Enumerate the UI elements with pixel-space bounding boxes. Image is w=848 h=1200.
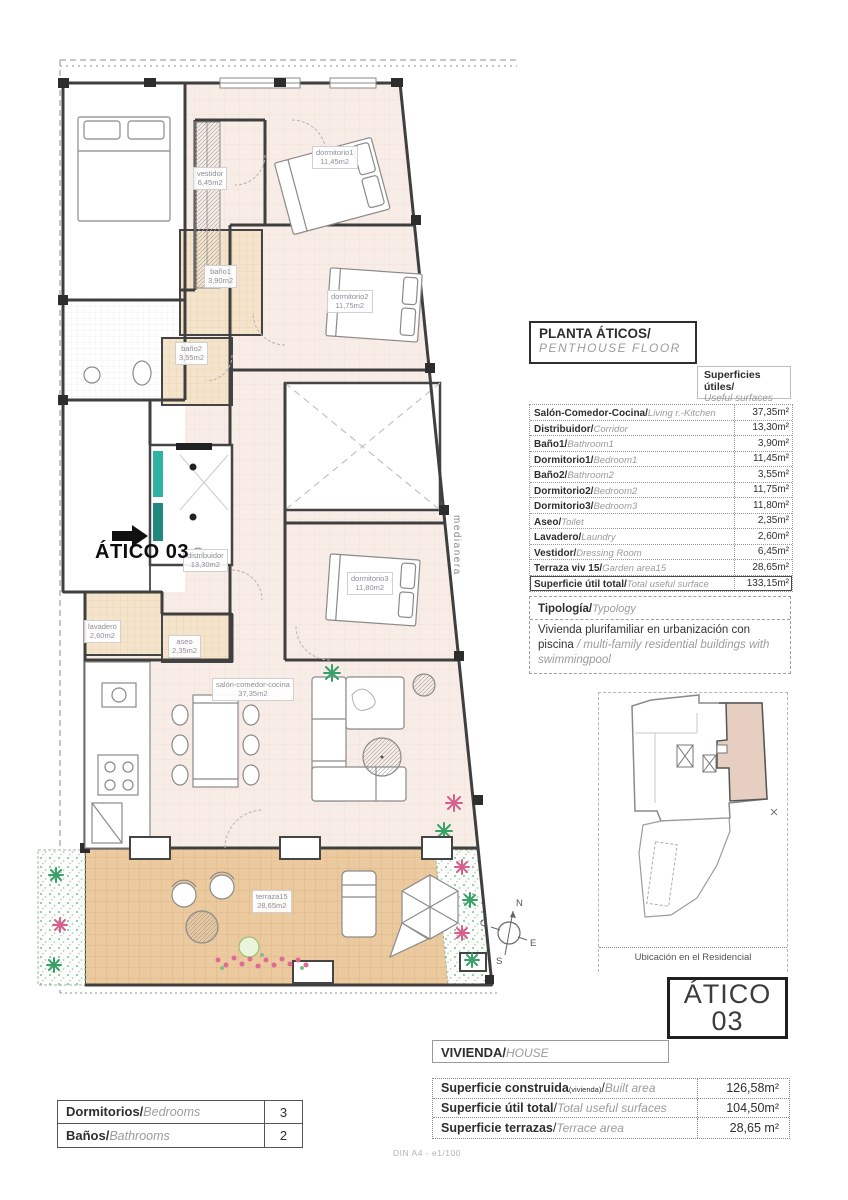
room-label-dormitorio2: dormitorio2 11,75m2: [327, 290, 373, 313]
compass-o: O: [480, 918, 488, 929]
table-row: Baño1/Bathroom1 3,90m²: [530, 436, 792, 452]
floor-plan: [30, 55, 530, 1000]
table-row: Baños/Bathrooms 2: [58, 1124, 302, 1147]
location-map-drawing: [599, 693, 787, 949]
room-label-aseo: aseo 2,35m2: [168, 635, 201, 658]
table-row: Salón-Comedor-Cocina/Living r.-Kitchen 37,35m²: [530, 405, 792, 421]
table-row: Superficie construida(vivienda)/Built area 126,58m²: [433, 1079, 789, 1099]
unit-badge-line1: ÁTICO: [683, 979, 772, 1009]
title-en: PENTHOUSE FLOOR: [539, 341, 681, 355]
scale-note: DIN A4 - e1/100: [393, 1148, 461, 1158]
surfaces-table: [529, 404, 793, 592]
table-row-total: Superficie útil total/Total useful surface 133,15m²: [530, 576, 792, 592]
vivienda-bar: VIVIENDA/HOUSE: [432, 1040, 669, 1063]
room-label-lavadero: lavadero 2,60m2: [84, 620, 121, 643]
compass-e: E: [530, 938, 537, 949]
map-caption: Ubicación en el Residencial: [599, 947, 787, 972]
table-row: Distribuidor/Corridor 13,30m²: [530, 421, 792, 437]
residential-location-map: [598, 692, 788, 972]
table-row: Dormitorio1/Bedroom1 11,45m²: [530, 452, 792, 468]
typology-body: Vivienda plurifamiliar en urbanización con piscina / multi-family residential buildings with swimmingpool: [538, 624, 770, 666]
room-label-terraza: terraza15 28,65m2: [252, 890, 292, 913]
wardrobe: [195, 122, 220, 288]
surfaces-header-en: Useful surfaces: [704, 393, 773, 404]
table-row: Dormitorio3/Bedroom3 11,80m²: [530, 498, 792, 514]
rooms-count-table: [57, 1100, 303, 1148]
windows: [220, 78, 376, 88]
table-row: Aseo/Toilet 2,35m²: [530, 514, 792, 530]
typology-box: [529, 596, 791, 674]
table-row: Superficie útil total/Total useful surfaces 104,50m²: [433, 1099, 789, 1119]
table-row: Baño2/Bathroom2 3,55m²: [530, 467, 792, 483]
compass-n: N: [516, 898, 523, 909]
room-label-dormitorio3: dormitorio3 11,80m2: [347, 572, 393, 595]
unit-badge: [667, 977, 788, 1039]
compass-s: S: [496, 956, 503, 967]
medianera-label: medianera: [451, 515, 462, 576]
table-row: Dormitorios/Bedrooms 3: [58, 1101, 302, 1124]
room-label-dormitorio1: dormitorio1 11,45m2: [312, 146, 358, 169]
room-label-distribuidor: distribuidor 13,30m2: [183, 549, 228, 572]
room-label-bano1: baño1 3,90m2: [204, 265, 237, 288]
typology-header: Tipología/Typology: [530, 597, 790, 620]
title-es: PLANTA ÁTICOS/: [539, 326, 651, 341]
compass: [478, 896, 544, 972]
room-label-salon: salón-comedor-cocina 37,35m2: [212, 678, 294, 701]
room-label-vestidor: vestidor 6,45m2: [193, 167, 227, 190]
table-row: Lavadero/Laundry 2,60m²: [530, 529, 792, 545]
table-row: Terraza viv 15/Garden area15 28,65m²: [530, 560, 792, 576]
unit-badge-line2: 03: [711, 1006, 744, 1036]
plan-unit-label: ÁTICO 03: [95, 541, 190, 563]
patio-void: [285, 383, 440, 510]
surfaces-header: [697, 366, 791, 404]
table-row: Vestidor/Dressing Room 6,45m²: [530, 545, 792, 561]
surfaces-header-es: Superficies útiles/: [704, 369, 761, 393]
table-row: Superficie terrazas/Terrace area 28,65 m²: [433, 1118, 789, 1138]
table-row: Dormitorio2/Bedroom2 11,75m²: [530, 483, 792, 499]
compass-icon: [478, 896, 544, 972]
house-areas-table: [432, 1078, 790, 1139]
title-block: [529, 321, 697, 364]
room-label-bano2: baño2 3,55m2: [175, 342, 208, 365]
